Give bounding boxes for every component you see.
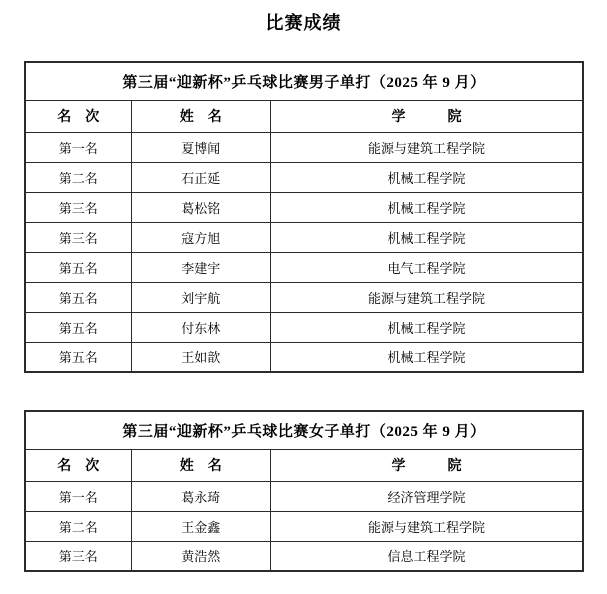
rank-cell: 第三名 — [25, 222, 131, 252]
column-header-name: 姓 名 — [131, 100, 271, 132]
name-cell: 王如歆 — [131, 342, 271, 372]
rank-cell: 第五名 — [25, 312, 131, 342]
table-title-men: 第三届“迎新杯”乒乓球比赛男子单打（2025 年 9 月） — [25, 62, 583, 100]
school-cell: 机械工程学院 — [271, 342, 583, 372]
column-header-school: 学 院 — [271, 449, 583, 481]
table-title-women: 第三届“迎新杯”乒乓球比赛女子单打（2025 年 9 月） — [25, 411, 583, 449]
results-table-men — [24, 61, 584, 373]
column-header-row — [25, 449, 583, 481]
school-cell: 机械工程学院 — [271, 222, 583, 252]
column-header-school: 学 院 — [271, 100, 583, 132]
table-row — [25, 541, 583, 571]
name-cell: 李建宇 — [131, 252, 271, 282]
name-cell: 刘宇航 — [131, 282, 271, 312]
page-title: 比赛成绩 — [265, 13, 342, 33]
table-title-row — [25, 411, 583, 449]
name-cell: 葛永琦 — [131, 481, 271, 511]
name-cell: 付东林 — [131, 312, 271, 342]
table-row — [25, 481, 583, 511]
rank-cell: 第五名 — [25, 282, 131, 312]
school-cell: 机械工程学院 — [271, 162, 583, 192]
school-cell: 经济管理学院 — [271, 481, 583, 511]
table-row — [25, 192, 583, 222]
column-header-row — [25, 100, 583, 132]
table-row — [25, 252, 583, 282]
table-title-row — [25, 62, 583, 100]
table-row — [25, 282, 583, 312]
table-row — [25, 342, 583, 372]
school-cell: 能源与建筑工程学院 — [271, 511, 583, 541]
name-cell: 石正延 — [131, 162, 271, 192]
school-cell: 机械工程学院 — [271, 192, 583, 222]
table-row — [25, 132, 583, 162]
name-cell: 葛松铭 — [131, 192, 271, 222]
column-header-name: 姓 名 — [131, 449, 271, 481]
table-row — [25, 511, 583, 541]
results-table-women — [24, 410, 584, 572]
rank-cell: 第一名 — [25, 132, 131, 162]
school-cell: 能源与建筑工程学院 — [271, 132, 583, 162]
rank-cell: 第五名 — [25, 342, 131, 372]
column-header-rank: 名 次 — [25, 100, 131, 132]
name-cell: 黄浩然 — [131, 541, 271, 571]
school-cell: 机械工程学院 — [271, 312, 583, 342]
rank-cell: 第三名 — [25, 192, 131, 222]
table-row — [25, 222, 583, 252]
school-cell: 信息工程学院 — [271, 541, 583, 571]
table-row — [25, 312, 583, 342]
name-cell: 王金鑫 — [131, 511, 271, 541]
school-cell: 电气工程学院 — [271, 252, 583, 282]
rank-cell: 第二名 — [25, 162, 131, 192]
rank-cell: 第三名 — [25, 541, 131, 571]
name-cell: 寇方旭 — [131, 222, 271, 252]
rank-cell: 第五名 — [25, 252, 131, 282]
column-header-rank: 名 次 — [25, 449, 131, 481]
rank-cell: 第一名 — [25, 481, 131, 511]
rank-cell: 第二名 — [25, 511, 131, 541]
school-cell: 能源与建筑工程学院 — [271, 282, 583, 312]
name-cell: 夏博闻 — [131, 132, 271, 162]
table-row — [25, 162, 583, 192]
